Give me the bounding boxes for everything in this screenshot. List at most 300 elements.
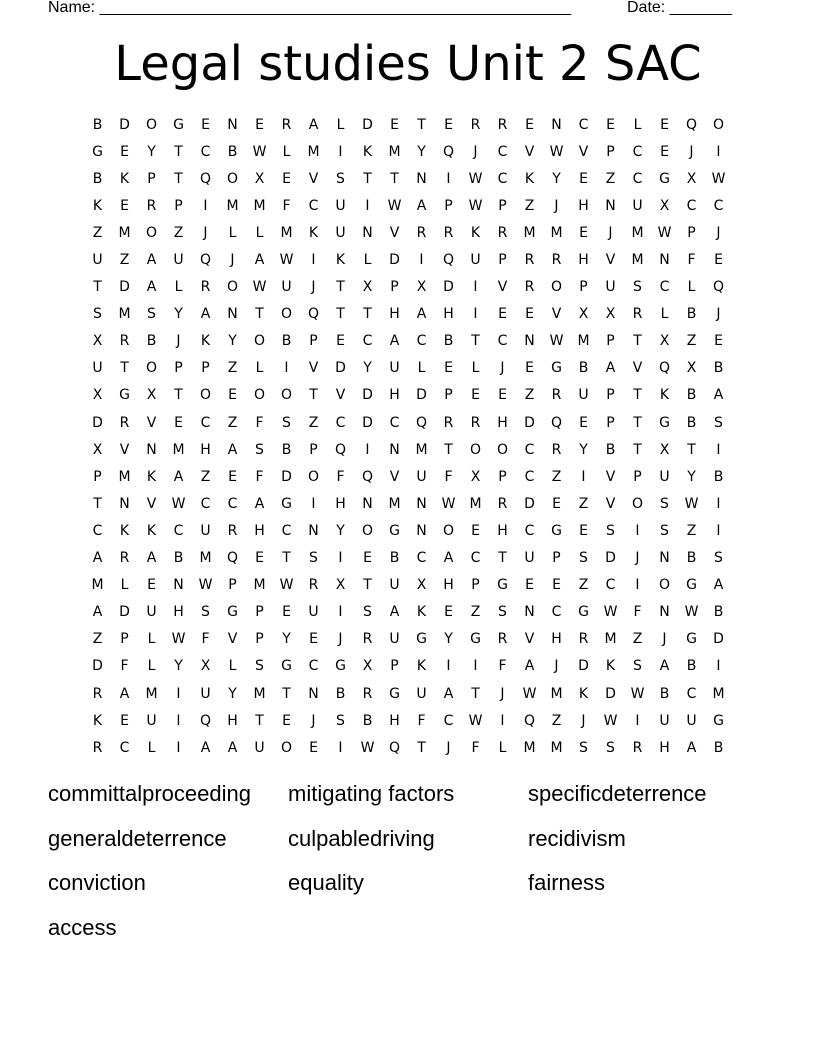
grid-letter: R xyxy=(416,224,427,241)
grid-letter: T xyxy=(255,712,264,729)
grid-letter: N xyxy=(227,306,238,323)
grid-letter: B xyxy=(713,604,724,621)
grid-letter: W xyxy=(441,495,456,512)
grid-letter: C xyxy=(605,577,616,594)
grid-letter: R xyxy=(578,631,589,648)
grid-letter: T xyxy=(174,387,183,404)
grid-letter: G xyxy=(686,577,697,594)
grid-letter: W xyxy=(252,279,267,296)
grid-letter: Z xyxy=(686,333,697,350)
grid-letter: W xyxy=(549,143,564,160)
grid-letter: P xyxy=(498,468,507,485)
grid-letter: U xyxy=(335,197,346,214)
grid-letter: T xyxy=(390,170,399,187)
grid-letter: S xyxy=(363,604,372,621)
grid-letter: P xyxy=(93,468,102,485)
grid-letter: E xyxy=(444,116,453,133)
grid-letter: S xyxy=(714,414,723,431)
grid-letter: Q xyxy=(658,360,671,377)
grid-letter: G xyxy=(281,658,292,675)
grid-letter: L xyxy=(228,224,237,241)
grid-letter: M xyxy=(388,495,401,512)
grid-letter: P xyxy=(390,279,399,296)
grid-letter: E xyxy=(498,387,507,404)
grid-letter: W xyxy=(468,170,483,187)
grid-letter: F xyxy=(255,414,264,431)
grid-letter: M xyxy=(280,224,293,241)
grid-letter: U xyxy=(308,604,319,621)
grid-letter: N xyxy=(551,116,562,133)
grid-letter: Z xyxy=(551,468,562,485)
grid-letter: T xyxy=(336,306,345,323)
grid-letter: Q xyxy=(442,143,455,160)
grid-letter: B xyxy=(686,387,697,404)
grid-letter: R xyxy=(227,522,238,539)
grid-letter: C xyxy=(173,522,184,539)
grid-letter: C xyxy=(227,495,238,512)
grid-letter: V xyxy=(335,387,346,404)
grid-letter: L xyxy=(498,739,507,756)
grid-letter: P xyxy=(498,252,507,269)
grid-letter: J xyxy=(473,143,478,160)
grid-letter: U xyxy=(200,685,211,702)
grid-letter: E xyxy=(282,170,291,187)
grid-letter: X xyxy=(659,333,670,350)
grid-letter: A xyxy=(227,739,238,756)
grid-letter: X xyxy=(254,170,265,187)
grid-letter: J xyxy=(554,658,559,675)
word-list-item: access xyxy=(48,915,117,941)
grid-letter: Y xyxy=(174,306,183,323)
grid-letter: X xyxy=(335,577,346,594)
grid-letter: A xyxy=(416,197,427,214)
grid-letter: Y xyxy=(228,333,237,350)
grid-letter: Z xyxy=(200,468,211,485)
grid-letter: R xyxy=(119,550,130,567)
grid-letter: Z xyxy=(470,604,481,621)
grid-letter: R xyxy=(497,116,508,133)
grid-letter: R xyxy=(92,739,103,756)
grid-letter: G xyxy=(173,116,184,133)
grid-letter: C xyxy=(632,143,643,160)
grid-letter: C xyxy=(578,116,589,133)
grid-letter: X xyxy=(578,306,589,323)
grid-letter: P xyxy=(174,197,183,214)
grid-letter: W xyxy=(360,739,375,756)
grid-letter: J xyxy=(635,550,640,567)
grid-letter: B xyxy=(578,360,589,377)
grid-letter: Y xyxy=(579,441,588,458)
grid-letter: I xyxy=(176,685,181,702)
grid-letter: X xyxy=(686,360,697,377)
grid-letter: W xyxy=(252,143,267,160)
grid-letter: I xyxy=(716,441,721,458)
grid-letter: T xyxy=(174,170,183,187)
grid-letter: K xyxy=(578,685,589,702)
grid-letter: V xyxy=(605,468,616,485)
grid-letter: E xyxy=(228,468,237,485)
grid-letter: I xyxy=(716,658,721,675)
grid-letter: C xyxy=(308,197,319,214)
grid-letter: K xyxy=(92,197,103,214)
grid-letter: O xyxy=(199,387,212,404)
grid-letter: G xyxy=(578,604,589,621)
grid-letter: F xyxy=(633,604,642,621)
grid-letter: G xyxy=(686,631,697,648)
grid-letter: J xyxy=(203,224,208,241)
grid-letter: B xyxy=(281,441,292,458)
grid-letter: Y xyxy=(417,143,426,160)
grid-letter: E xyxy=(471,387,480,404)
grid-letter: C xyxy=(416,550,427,567)
grid-letter: Q xyxy=(199,170,212,187)
grid-letter: I xyxy=(716,495,721,512)
header xyxy=(0,0,816,20)
grid-letter: K xyxy=(416,604,427,621)
grid-letter: B xyxy=(335,685,346,702)
grid-letter: D xyxy=(362,116,373,133)
grid-letter: U xyxy=(659,468,670,485)
grid-letter: R xyxy=(119,414,130,431)
grid-letter: L xyxy=(228,658,237,675)
grid-letter: H xyxy=(254,522,265,539)
grid-letter: D xyxy=(119,279,130,296)
grid-letter: A xyxy=(92,550,103,567)
grid-letter: E xyxy=(309,631,318,648)
grid-letter: T xyxy=(93,279,102,296)
grid-letter: M xyxy=(523,739,536,756)
grid-letter: U xyxy=(416,685,427,702)
grid-letter: V xyxy=(119,441,130,458)
grid-letter: J xyxy=(338,631,343,648)
grid-letter: E xyxy=(606,116,615,133)
grid-letter: M xyxy=(550,224,563,241)
grid-letter: I xyxy=(473,658,478,675)
grid-letter: M xyxy=(253,685,266,702)
grid-letter: H xyxy=(389,387,400,404)
grid-letter: U xyxy=(686,712,697,729)
grid-letter: D xyxy=(362,414,373,431)
grid-letter: Z xyxy=(119,252,130,269)
grid-letter: Y xyxy=(336,522,345,539)
grid-letter: M xyxy=(145,685,158,702)
grid-letter: D xyxy=(389,252,400,269)
grid-letter: K xyxy=(200,333,211,350)
grid-letter: M xyxy=(172,441,185,458)
grid-letter: U xyxy=(92,360,103,377)
grid-letter: O xyxy=(253,387,266,404)
grid-letter: F xyxy=(498,658,507,675)
page-title: Legal studies Unit 2 SAC xyxy=(114,36,702,92)
grid-letter: X xyxy=(416,279,427,296)
grid-letter: E xyxy=(147,577,156,594)
grid-letter: V xyxy=(389,468,400,485)
grid-letter: I xyxy=(338,550,343,567)
grid-letter: S xyxy=(93,306,102,323)
word-search-grid xyxy=(84,111,732,761)
grid-letter: G xyxy=(416,631,427,648)
grid-letter: F xyxy=(201,631,210,648)
grid-letter: E xyxy=(552,577,561,594)
grid-letter: E xyxy=(525,306,534,323)
grid-letter: A xyxy=(605,360,616,377)
grid-letter: U xyxy=(416,468,427,485)
grid-letter: X xyxy=(659,197,670,214)
grid-letter: C xyxy=(524,468,535,485)
grid-letter: O xyxy=(658,577,671,594)
grid-letter: E xyxy=(390,116,399,133)
grid-letter: J xyxy=(500,360,505,377)
grid-letter: S xyxy=(336,170,345,187)
grid-letter: V xyxy=(605,252,616,269)
grid-letter: D xyxy=(416,387,427,404)
grid-letter: A xyxy=(200,306,211,323)
grid-letter: K xyxy=(470,224,481,241)
grid-letter: W xyxy=(603,712,618,729)
grid-letter: E xyxy=(282,712,291,729)
grid-letter: T xyxy=(471,685,480,702)
grid-letter: J xyxy=(311,279,316,296)
grid-letter: W xyxy=(630,685,645,702)
grid-letter: S xyxy=(147,306,156,323)
grid-letter: W xyxy=(684,495,699,512)
grid-letter: C xyxy=(335,414,346,431)
grid-letter: N xyxy=(362,224,373,241)
grid-letter: L xyxy=(660,306,669,323)
name-field-label: Name: _____________________________________________________ xyxy=(48,0,572,16)
grid-letter: N xyxy=(416,522,427,539)
grid-letter: R xyxy=(146,197,157,214)
grid-letter: E xyxy=(444,360,453,377)
grid-letter: S xyxy=(498,604,507,621)
grid-letter: C xyxy=(308,658,319,675)
grid-letter: I xyxy=(176,739,181,756)
grid-letter: T xyxy=(309,387,318,404)
grid-letter: J xyxy=(608,224,613,241)
grid-letter: I xyxy=(419,252,424,269)
grid-letter: E xyxy=(228,387,237,404)
grid-letter: K xyxy=(119,170,130,187)
grid-letter: Q xyxy=(334,441,347,458)
grid-letter: T xyxy=(174,143,183,160)
grid-letter: M xyxy=(118,306,131,323)
grid-letter: R xyxy=(443,414,454,431)
grid-letter: A xyxy=(524,658,535,675)
grid-letter: K xyxy=(416,658,427,675)
grid-letter: A xyxy=(389,604,400,621)
grid-letter: E xyxy=(525,577,534,594)
grid-letter: I xyxy=(338,739,343,756)
grid-letter: T xyxy=(363,306,372,323)
grid-letter: W xyxy=(468,197,483,214)
grid-letter: N xyxy=(146,441,157,458)
grid-letter: R xyxy=(497,631,508,648)
grid-letter: B xyxy=(92,170,103,187)
grid-letter: V xyxy=(524,143,535,160)
grid-letter: D xyxy=(281,468,292,485)
grid-letter: A xyxy=(146,279,157,296)
grid-letter: N xyxy=(659,252,670,269)
grid-letter: N xyxy=(416,170,427,187)
grid-letter: S xyxy=(201,604,210,621)
grid-letter: O xyxy=(550,279,563,296)
grid-letter: P xyxy=(444,387,453,404)
grid-letter: W xyxy=(198,577,213,594)
grid-letter: C xyxy=(281,522,292,539)
grid-letter: C xyxy=(632,170,643,187)
grid-letter: G xyxy=(551,522,562,539)
grid-letter: Q xyxy=(442,252,455,269)
grid-letter: H xyxy=(443,577,454,594)
grid-letter: T xyxy=(93,495,102,512)
grid-letter: I xyxy=(635,577,640,594)
grid-letter: T xyxy=(282,685,291,702)
word-list-item: conviction xyxy=(48,870,146,896)
grid-letter: P xyxy=(606,414,615,431)
grid-letter: H xyxy=(443,306,454,323)
grid-letter: E xyxy=(552,495,561,512)
grid-letter: C xyxy=(200,143,211,160)
grid-letter: E xyxy=(498,306,507,323)
grid-letter: E xyxy=(120,712,129,729)
grid-letter: U xyxy=(173,252,184,269)
grid-letter: U xyxy=(389,577,400,594)
grid-letter: A xyxy=(92,604,103,621)
grid-letter: A xyxy=(443,685,454,702)
grid-letter: F xyxy=(336,468,345,485)
grid-letter: X xyxy=(659,441,670,458)
grid-letter: K xyxy=(119,522,130,539)
grid-letter: W xyxy=(171,495,186,512)
grid-letter: L xyxy=(471,360,480,377)
grid-letter: M xyxy=(91,577,104,594)
grid-letter: B xyxy=(173,550,184,567)
grid-letter: C xyxy=(92,522,103,539)
grid-letter: E xyxy=(579,224,588,241)
grid-letter: O xyxy=(226,170,239,187)
grid-letter: E xyxy=(201,116,210,133)
grid-letter: V xyxy=(308,360,319,377)
grid-letter: R xyxy=(200,279,211,296)
grid-letter: N xyxy=(119,495,130,512)
word-list-item: mitigating factors xyxy=(288,781,455,806)
grid-letter: V xyxy=(227,631,238,648)
grid-letter: R xyxy=(524,252,535,269)
grid-letter: R xyxy=(443,224,454,241)
grid-letter: E xyxy=(714,252,723,269)
grid-letter: P xyxy=(228,577,237,594)
grid-letter: V xyxy=(308,170,319,187)
grid-letter: C xyxy=(686,685,697,702)
grid-letter: S xyxy=(255,658,264,675)
grid-letter: O xyxy=(145,224,158,241)
grid-letter: M xyxy=(118,468,131,485)
grid-letter: G xyxy=(119,387,130,404)
grid-letter: A xyxy=(200,739,211,756)
grid-letter: E xyxy=(120,143,129,160)
grid-letter: Z xyxy=(551,712,562,729)
grid-letter: N xyxy=(659,550,670,567)
grid-letter: C xyxy=(497,170,508,187)
grid-letter: E xyxy=(363,550,372,567)
grid-letter: D xyxy=(119,604,130,621)
grid-letter: G xyxy=(389,522,400,539)
grid-letter: F xyxy=(282,197,291,214)
grid-letter: W xyxy=(657,224,672,241)
grid-letter: E xyxy=(579,170,588,187)
grid-letter: W xyxy=(387,197,402,214)
grid-letter: H xyxy=(578,252,589,269)
grid-letter: Q xyxy=(415,414,428,431)
grid-letter: G xyxy=(659,414,670,431)
grid-letter: I xyxy=(473,279,478,296)
grid-letter: M xyxy=(577,333,590,350)
grid-letter: Z xyxy=(605,170,616,187)
grid-letter: J xyxy=(716,224,721,241)
grid-letter: W xyxy=(684,604,699,621)
grid-letter: I xyxy=(203,197,208,214)
grid-letter: B xyxy=(281,333,292,350)
grid-letter: M xyxy=(307,143,320,160)
grid-letter: T xyxy=(255,306,264,323)
grid-letter: D xyxy=(443,279,454,296)
grid-letter: O xyxy=(361,522,374,539)
grid-letter: N xyxy=(308,522,319,539)
grid-letter: R xyxy=(362,685,373,702)
grid-letter: K xyxy=(362,143,373,160)
grid-letter: Y xyxy=(687,468,696,485)
grid-letter: T xyxy=(633,387,642,404)
grid-letter: F xyxy=(687,252,696,269)
grid-letter: S xyxy=(255,441,264,458)
grid-letter: E xyxy=(336,333,345,350)
grid-letter: E xyxy=(255,116,264,133)
grid-letter: U xyxy=(524,550,535,567)
grid-letter: P xyxy=(498,197,507,214)
grid-letter: T xyxy=(120,360,129,377)
grid-letter: H xyxy=(200,441,211,458)
word-list xyxy=(48,776,768,955)
grid-letter: G xyxy=(470,631,481,648)
grid-letter: L xyxy=(417,360,426,377)
grid-letter: M xyxy=(253,197,266,214)
grid-letter: S xyxy=(633,658,642,675)
grid-letter: G xyxy=(389,685,400,702)
grid-letter: T xyxy=(336,279,345,296)
grid-letter: B xyxy=(713,468,724,485)
grid-letter: M xyxy=(550,685,563,702)
grid-letter: P xyxy=(606,143,615,160)
grid-letter: P xyxy=(120,631,129,648)
grid-letter: N xyxy=(227,116,238,133)
grid-letter: J xyxy=(689,143,694,160)
grid-letter: H xyxy=(173,604,184,621)
grid-letter: T xyxy=(363,170,372,187)
grid-letter: X xyxy=(362,279,373,296)
grid-letter: U xyxy=(389,631,400,648)
grid-letter: L xyxy=(147,631,156,648)
grid-letter: T xyxy=(444,441,453,458)
grid-letter: P xyxy=(444,197,453,214)
grid-letter: E xyxy=(282,604,291,621)
grid-letter: C xyxy=(362,333,373,350)
grid-letter: M xyxy=(469,495,482,512)
word-list-item: specificdeterrence xyxy=(528,781,707,806)
grid-letter: J xyxy=(500,685,505,702)
grid-letter: R xyxy=(470,116,481,133)
grid-letter: R xyxy=(362,631,373,648)
grid-letter: A xyxy=(173,468,184,485)
